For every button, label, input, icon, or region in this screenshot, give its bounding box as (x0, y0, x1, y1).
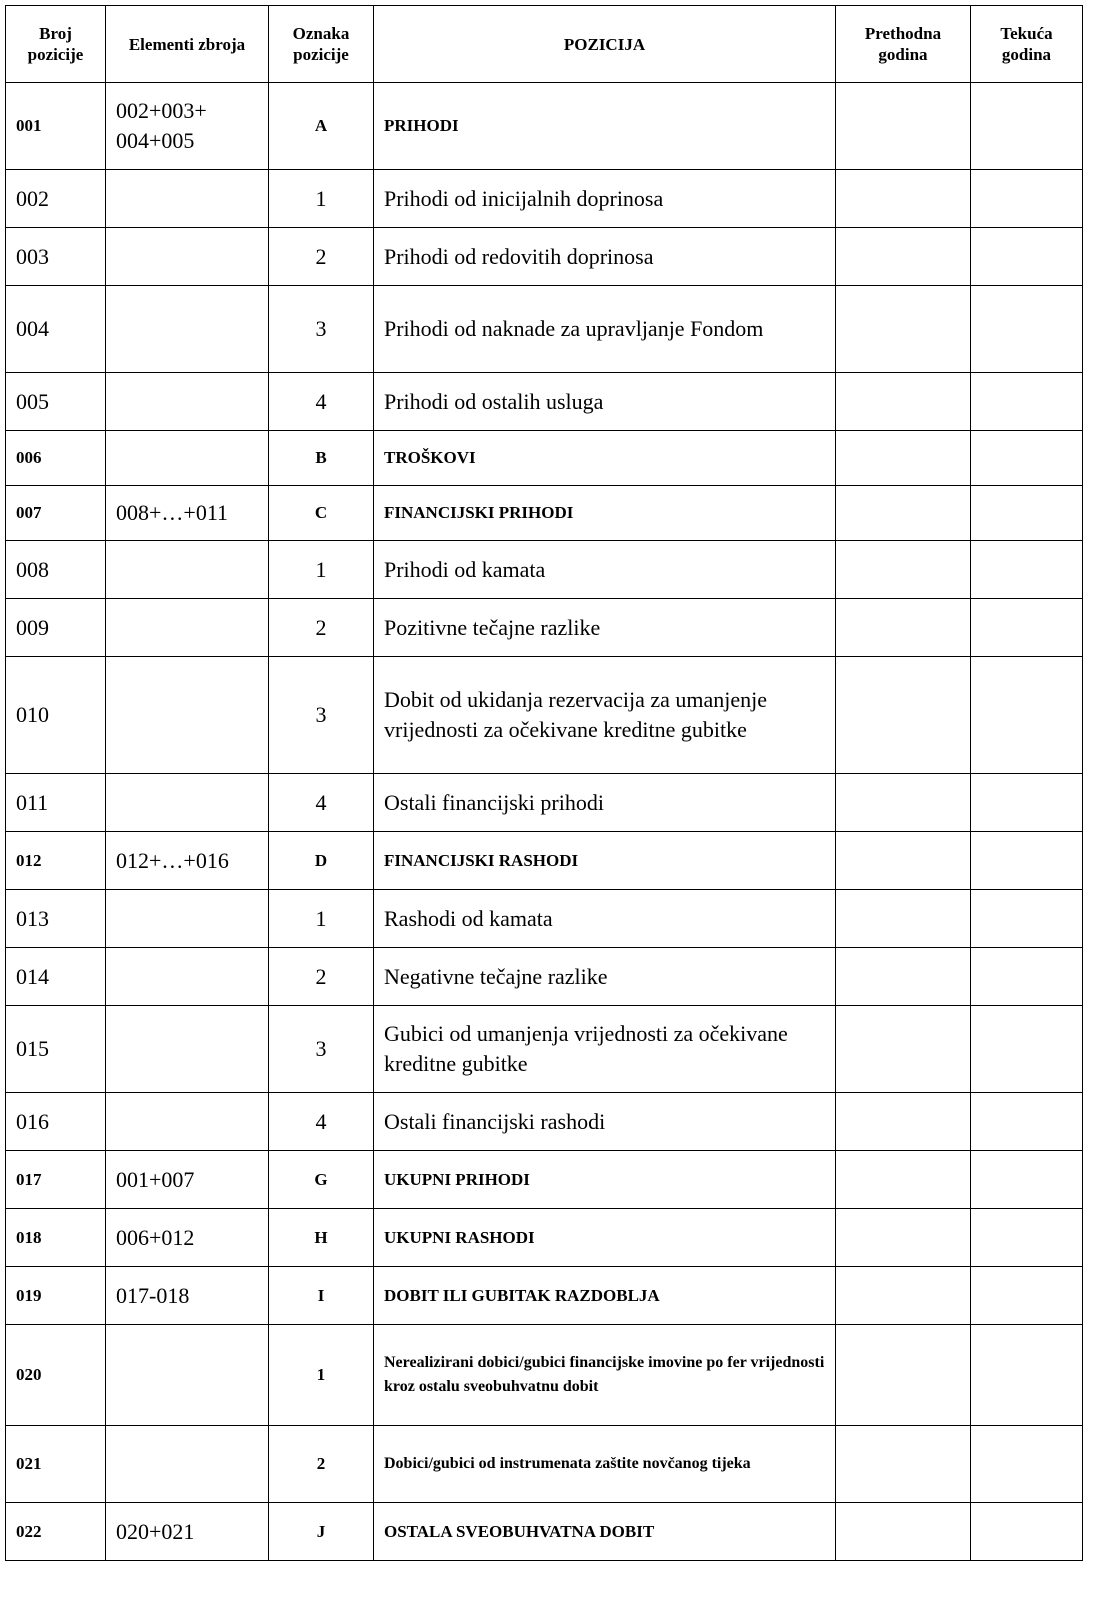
pozicija-cell: TROŠKOVI (374, 431, 836, 486)
prethodna-godina-cell (836, 1267, 971, 1325)
table-row (6, 1093, 1083, 1151)
oznaka-cell: 2 (269, 599, 374, 657)
tekuca-godina-cell (971, 486, 1083, 541)
oznaka-cell: H (269, 1209, 374, 1267)
pozicija-cell: Pozitivne tečajne razlike (374, 599, 836, 657)
elementi-cell (106, 599, 269, 657)
tekuca-godina-cell (971, 83, 1083, 170)
prethodna-godina-cell (836, 486, 971, 541)
tekuca-godina-cell (971, 1426, 1083, 1503)
elementi-cell (106, 774, 269, 832)
broj-cell: 016 (6, 1093, 106, 1151)
pozicija-cell: Prihodi od ostalih usluga (374, 373, 836, 431)
table-row (6, 1151, 1083, 1209)
elementi-cell: 001+007 (106, 1151, 269, 1209)
broj-cell: 005 (6, 373, 106, 431)
elementi-cell (106, 286, 269, 373)
prethodna-godina-cell (836, 431, 971, 486)
pozicija-cell: OSTALA SVEOBUHVATNA DOBIT (374, 1503, 836, 1561)
oznaka-cell: 2 (269, 1426, 374, 1503)
tekuca-godina-cell (971, 431, 1083, 486)
elementi-cell (106, 228, 269, 286)
broj-cell: 001 (6, 83, 106, 170)
tekuca-godina-cell (971, 832, 1083, 890)
oznaka-cell: B (269, 431, 374, 486)
table-row (6, 286, 1083, 373)
table-row (6, 774, 1083, 832)
pozicija-cell: Prihodi od naknade za upravljanje Fondom (374, 286, 836, 373)
elementi-cell (106, 170, 269, 228)
oznaka-cell: 3 (269, 657, 374, 774)
pozicija-cell: Prihodi od kamata (374, 541, 836, 599)
table-row (6, 832, 1083, 890)
table-row (6, 1503, 1083, 1561)
elementi-cell (106, 1093, 269, 1151)
elementi-cell: 012+…+016 (106, 832, 269, 890)
oznaka-cell: 1 (269, 890, 374, 948)
prethodna-godina-cell (836, 1209, 971, 1267)
table-row (6, 83, 1083, 170)
pozicija-cell: Ostali financijski prihodi (374, 774, 836, 832)
header-pozicija: POZICIJA (374, 6, 836, 83)
prethodna-godina-cell (836, 170, 971, 228)
elementi-cell (106, 431, 269, 486)
broj-cell: 022 (6, 1503, 106, 1561)
tekuca-godina-cell (971, 948, 1083, 1006)
oznaka-cell: G (269, 1151, 374, 1209)
header-tekuca-godina: Tekuća godina (971, 6, 1083, 83)
table-row (6, 1006, 1083, 1093)
broj-cell: 014 (6, 948, 106, 1006)
tekuca-godina-cell (971, 1503, 1083, 1561)
prethodna-godina-cell (836, 657, 971, 774)
pozicija-cell: FINANCIJSKI RASHODI (374, 832, 836, 890)
broj-cell: 008 (6, 541, 106, 599)
oznaka-cell: 2 (269, 228, 374, 286)
tekuca-godina-cell (971, 1325, 1083, 1426)
header-broj-pozicije: Broj pozicije (6, 6, 106, 83)
tekuca-godina-cell (971, 286, 1083, 373)
prethodna-godina-cell (836, 1006, 971, 1093)
tekuca-godina-cell (971, 599, 1083, 657)
header-elementi-zbroja: Elementi zbroja (106, 6, 269, 83)
table-row (6, 948, 1083, 1006)
header-prethodna-godina: Prethodna godina (836, 6, 971, 83)
prethodna-godina-cell (836, 1325, 971, 1426)
broj-cell: 010 (6, 657, 106, 774)
header-row (6, 6, 1083, 83)
broj-cell: 007 (6, 486, 106, 541)
pozicija-cell: Prihodi od redovitih doprinosa (374, 228, 836, 286)
elementi-cell: 017-018 (106, 1267, 269, 1325)
elementi-cell: 002+003+ 004+005 (106, 83, 269, 170)
oznaka-cell: A (269, 83, 374, 170)
tekuca-godina-cell (971, 657, 1083, 774)
tekuca-godina-cell (971, 228, 1083, 286)
pozicija-cell: Prihodi od inicijalnih doprinosa (374, 170, 836, 228)
elementi-cell (106, 1426, 269, 1503)
broj-cell: 006 (6, 431, 106, 486)
pozicija-cell: Negativne tečajne razlike (374, 948, 836, 1006)
prethodna-godina-cell (836, 948, 971, 1006)
table-row (6, 599, 1083, 657)
header-oznaka-pozicije: Oznaka pozicije (269, 6, 374, 83)
table-row (6, 657, 1083, 774)
table-row (6, 1426, 1083, 1503)
pozicija-cell: PRIHODI (374, 83, 836, 170)
elementi-cell (106, 948, 269, 1006)
broj-cell: 002 (6, 170, 106, 228)
pozicija-cell: Rashodi od kamata (374, 890, 836, 948)
oznaka-cell: 2 (269, 948, 374, 1006)
elementi-cell (106, 657, 269, 774)
prethodna-godina-cell (836, 599, 971, 657)
tekuca-godina-cell (971, 890, 1083, 948)
broj-cell: 019 (6, 1267, 106, 1325)
table-row (6, 541, 1083, 599)
tekuca-godina-cell (971, 170, 1083, 228)
broj-cell: 021 (6, 1426, 106, 1503)
elementi-cell (106, 373, 269, 431)
tekuca-godina-cell (971, 774, 1083, 832)
tekuca-godina-cell (971, 1006, 1083, 1093)
table-row (6, 1209, 1083, 1267)
oznaka-cell: 1 (269, 1325, 374, 1426)
prethodna-godina-cell (836, 1151, 971, 1209)
table-row (6, 170, 1083, 228)
elementi-cell (106, 541, 269, 599)
prethodna-godina-cell (836, 1093, 971, 1151)
prethodna-godina-cell (836, 774, 971, 832)
prethodna-godina-cell (836, 1426, 971, 1503)
table-row (6, 1325, 1083, 1426)
oznaka-cell: 3 (269, 286, 374, 373)
elementi-cell (106, 890, 269, 948)
broj-cell: 012 (6, 832, 106, 890)
elementi-cell: 020+021 (106, 1503, 269, 1561)
prethodna-godina-cell (836, 83, 971, 170)
pozicija-cell: Nerealizirani dobici/gubici financijske imovine po fer vrijednosti kroz ostalu sveobuhvatnu dobit (374, 1325, 836, 1426)
oznaka-cell: 4 (269, 774, 374, 832)
oznaka-cell: 1 (269, 170, 374, 228)
pozicija-cell: FINANCIJSKI PRIHODI (374, 486, 836, 541)
pozicija-cell: DOBIT ILI GUBITAK RAZDOBLJA (374, 1267, 836, 1325)
tekuca-godina-cell (971, 1209, 1083, 1267)
tekuca-godina-cell (971, 1093, 1083, 1151)
financial-statement-table (5, 5, 1083, 1561)
broj-cell: 017 (6, 1151, 106, 1209)
tekuca-godina-cell (971, 373, 1083, 431)
table-row (6, 373, 1083, 431)
pozicija-cell: UKUPNI RASHODI (374, 1209, 836, 1267)
elementi-cell: 008+…+011 (106, 486, 269, 541)
prethodna-godina-cell (836, 541, 971, 599)
tekuca-godina-cell (971, 1267, 1083, 1325)
broj-cell: 015 (6, 1006, 106, 1093)
table-row (6, 228, 1083, 286)
prethodna-godina-cell (836, 832, 971, 890)
pozicija-cell: Dobit od ukidanja rezervacija za umanjenje vrijednosti za očekivane kreditne gubitke (374, 657, 836, 774)
oznaka-cell: 3 (269, 1006, 374, 1093)
oznaka-cell: 4 (269, 373, 374, 431)
pozicija-cell: Dobici/gubici od instrumenata zaštite novčanog tijeka (374, 1426, 836, 1503)
tekuca-godina-cell (971, 1151, 1083, 1209)
broj-cell: 009 (6, 599, 106, 657)
prethodna-godina-cell (836, 286, 971, 373)
elementi-cell: 006+012 (106, 1209, 269, 1267)
oznaka-cell: C (269, 486, 374, 541)
elementi-cell (106, 1325, 269, 1426)
prethodna-godina-cell (836, 373, 971, 431)
table-row (6, 486, 1083, 541)
elementi-cell (106, 1006, 269, 1093)
table-row (6, 431, 1083, 486)
oznaka-cell: J (269, 1503, 374, 1561)
table-row (6, 1267, 1083, 1325)
oznaka-cell: 4 (269, 1093, 374, 1151)
oznaka-cell: D (269, 832, 374, 890)
oznaka-cell: 1 (269, 541, 374, 599)
pozicija-cell: UKUPNI PRIHODI (374, 1151, 836, 1209)
broj-cell: 018 (6, 1209, 106, 1267)
pozicija-cell: Ostali financijski rashodi (374, 1093, 836, 1151)
broj-cell: 003 (6, 228, 106, 286)
broj-cell: 013 (6, 890, 106, 948)
oznaka-cell: I (269, 1267, 374, 1325)
tekuca-godina-cell (971, 541, 1083, 599)
prethodna-godina-cell (836, 228, 971, 286)
broj-cell: 020 (6, 1325, 106, 1426)
broj-cell: 004 (6, 286, 106, 373)
prethodna-godina-cell (836, 1503, 971, 1561)
table-row (6, 890, 1083, 948)
broj-cell: 011 (6, 774, 106, 832)
prethodna-godina-cell (836, 890, 971, 948)
pozicija-cell: Gubici od umanjenja vrijednosti za očekivane kreditne gubitke (374, 1006, 836, 1093)
